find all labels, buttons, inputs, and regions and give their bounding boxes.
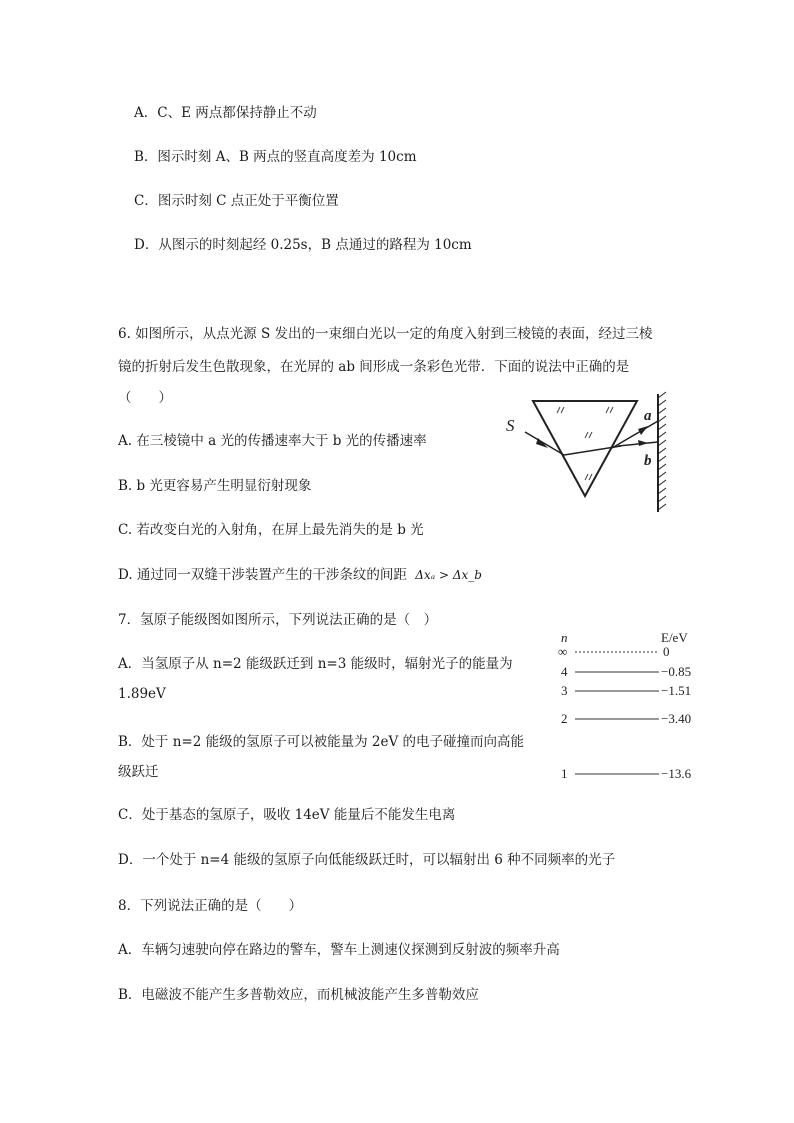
q6-stem-line2: 镜的折射后发生色散现象，在光屏的 ab 间形成一条彩色光带．下面的说法中正确的是	[118, 359, 630, 375]
screen-hatching	[658, 392, 666, 510]
q6-answer-paren: （ ）	[118, 390, 172, 406]
level-2-n: 2	[561, 711, 568, 726]
q7-stem: 7．氢原子能级图如图所示，下列说法正确的是（ ）	[118, 612, 438, 628]
q6-option-d-formula: Δxₐ > Δx_b	[415, 568, 482, 582]
level-1-e: −13.6	[661, 766, 692, 781]
q7-option-a-line2: 1.89eV	[118, 686, 166, 702]
incident-ray-arrow	[536, 438, 548, 448]
ray-b	[618, 442, 658, 446]
prism-figure	[500, 388, 675, 513]
e-header: E/eV	[661, 630, 688, 645]
q5-option-d: D．从图示的时刻起经 0.25s，B 点通过的路程为 10cm	[134, 237, 472, 253]
level-1-n: 1	[561, 766, 568, 781]
level-2-e: −3.40	[661, 711, 692, 726]
label-s: S	[506, 416, 515, 435]
incident-ray	[525, 432, 564, 455]
n-header: n	[561, 630, 568, 645]
level-inf-e: 0	[663, 644, 670, 659]
q8-option-b: B．电磁波不能产生多普勒效应，而机械波能产生多普勒效应	[118, 987, 479, 1003]
q6-stem-line1: 6. 如图所示，从点光源 S 发出的一束细白光以一定的角度入射到三棱镜的表面，经过三棱	[118, 326, 653, 342]
q8-stem: 8．下列说法正确的是（ ）	[118, 898, 303, 914]
level-3-e: −1.51	[661, 683, 692, 698]
q6-option-d	[118, 566, 482, 584]
energy-level-diagram	[555, 628, 705, 783]
level-3-n: 3	[561, 683, 568, 698]
q5-option-a: A．C、E 两点都保持静止不动	[134, 105, 317, 121]
label-a: a	[644, 408, 652, 424]
q7-option-b-line2: 级跃迁	[118, 764, 159, 780]
q6-option-c: C. 若改变白光的入射角，在屏上最先消失的是 b 光	[118, 522, 424, 538]
q7-option-b-line1: B．处于 n=2 能级的氢原子可以被能量为 2eV 的电子碰撞而向高能	[118, 734, 525, 750]
level-4-n: 4	[561, 664, 568, 679]
prism-triangle	[533, 401, 637, 496]
label-b: b	[644, 453, 652, 469]
level-4-e: −0.85	[661, 664, 692, 679]
q7-option-a-line1: A．当氢原子从 n=2 能级跃迁到 n=3 能级时，辐射光子的能量为	[118, 656, 513, 672]
level-inf-n: ∞	[558, 644, 568, 659]
q5-option-c: C．图示时刻 C 点正处于平衡位置	[134, 193, 339, 209]
ray-b-arrow	[638, 440, 648, 446]
q5-option-b: B．图示时刻 A、B 两点的竖直高度差为 10cm	[134, 149, 417, 165]
q7-option-c: C．处于基态的氢原子，吸收 14eV 能量后不能发生电离	[118, 807, 456, 823]
q8-option-a: A．车辆匀速驶向停在路边的警车，警车上测速仪探测到反射波的频率升高	[118, 942, 560, 958]
q6-option-a: A. 在三棱镜中 a 光的传播速率大于 b 光的传播速率	[118, 433, 427, 449]
q6-option-d-text: D. 通过同一双缝干涉装置产生的干涉条纹的间距	[118, 567, 407, 583]
q6-option-b: B. b 光更容易产生明显衍射现象	[118, 478, 312, 494]
ray-a-arrow	[638, 426, 648, 435]
prism-hatching	[557, 407, 613, 480]
q7-option-d: D．一个处于 n=4 能级的氢原子向低能级跃迁时，可以辐射出 6 种不同频率的光子	[118, 852, 616, 868]
